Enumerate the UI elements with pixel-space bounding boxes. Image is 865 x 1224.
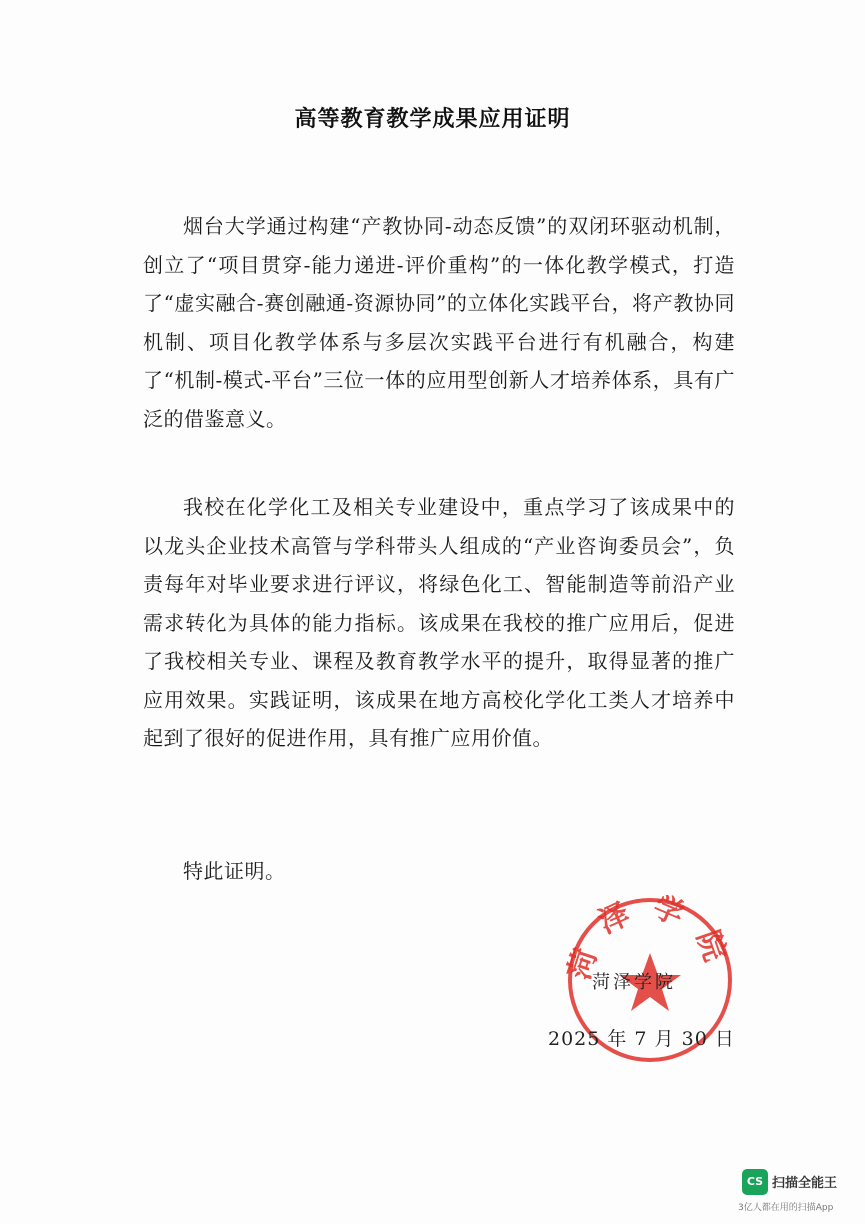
camscanner-logo-icon: CS xyxy=(742,1169,768,1195)
signature-institution: 菏泽学院 xyxy=(592,972,676,993)
signature-date: 2025 年 7 月 30 日 xyxy=(548,1028,735,1050)
document-title: 高等教育教学成果应用证明 xyxy=(294,107,571,132)
scanner-watermark xyxy=(738,1169,857,1217)
watermark-app-name: 扫描全能王 xyxy=(772,1176,838,1191)
watermark-tagline: 3亿人都在用的扫描App xyxy=(738,1203,834,1213)
closing-statement: 特此证明。 xyxy=(183,859,286,883)
body-paragraph-1: 烟台大学通过构建“产教协同-动态反馈”的双闭环驱动机制，创立了“项目贯穿-能力递进-评价重构”的一体化教学模式，打造了“虚实融合-赛创融通-资源协同”的立体化实践平台，将产教协同机制、项目化教学体系与多层次实践平台进行有机融合，构建了“机制-模式-平台”三位一体的应用型创新人才培养体系，具有广泛的借鉴意义。 xyxy=(143,214,735,431)
body-paragraph-2: 我校在化学化工及相关专业建设中，重点学习了该成果中的以龙头企业技术高管与学科带头人组成的“产业咨询委员会”，负责每年对毕业要求进行评议，将绿色化工、智能制造等前沿产业需求转化为具体的能力指标。该成果在我校的推广应用后，促进了我校相关专业、课程及教育教学水平的提升，取得显著的推广应用效果。实践证明，该成果在地方高校化学化工类人才培养中起到了很好的促进作用，具有推广应用价值。 xyxy=(143,495,735,750)
svg-text:菏泽学院: 菏泽学院 xyxy=(565,895,735,984)
